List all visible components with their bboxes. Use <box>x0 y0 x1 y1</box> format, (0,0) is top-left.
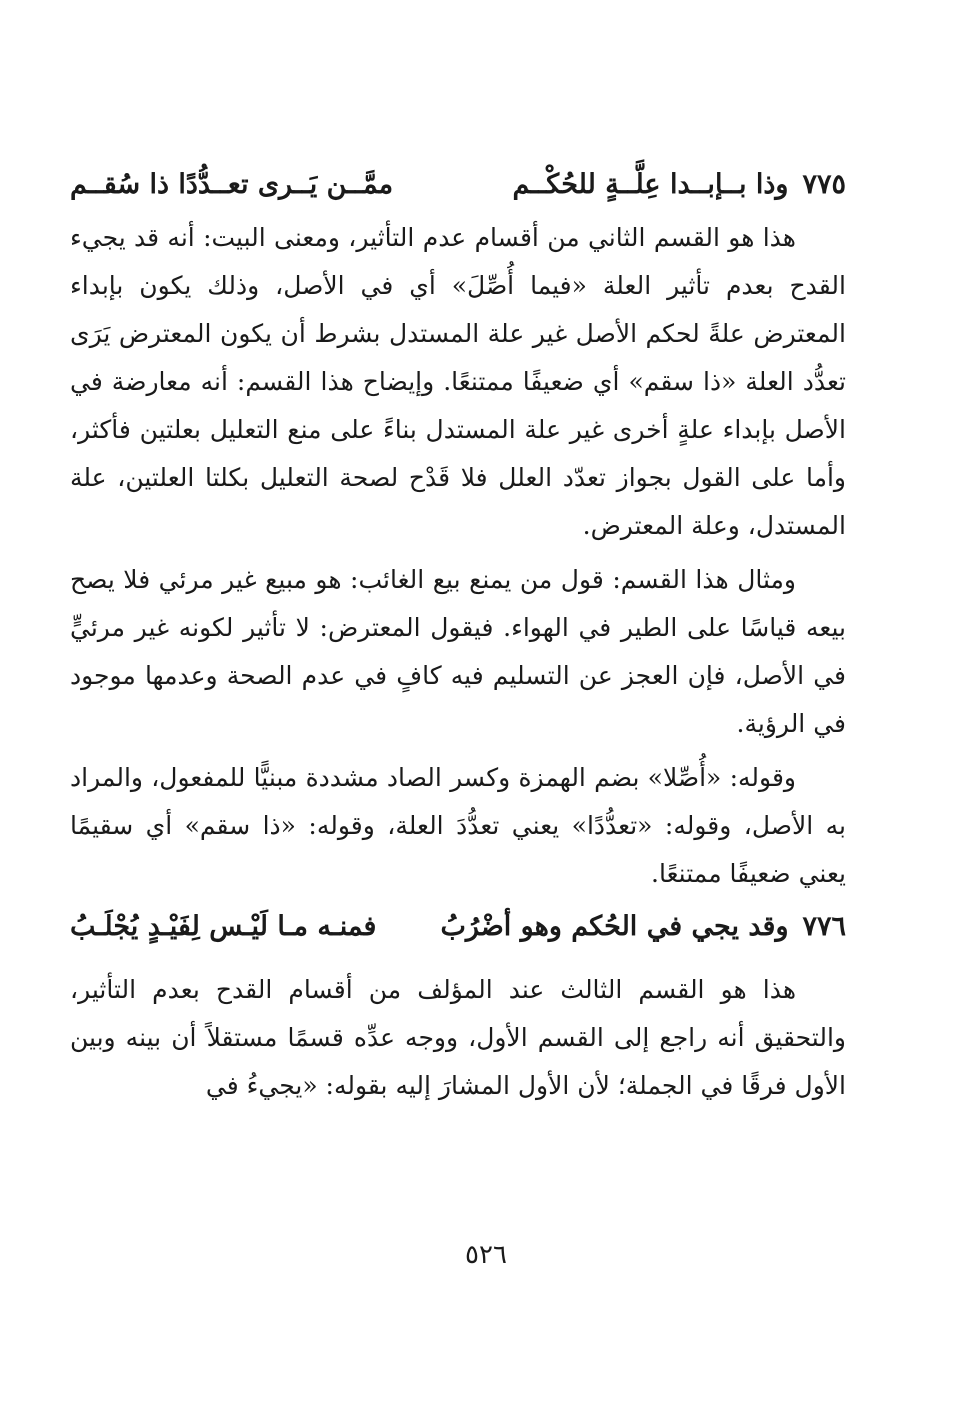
verse-number: ٧٧٦ <box>802 911 846 942</box>
commentary-paragraph: وقوله: «أُصِّلا» بضم الهمزة وكسر الصاد مشددة مبنيًّا للمفعول، والمراد به الأصل، وقوله: «تعدُّدًا» يعني تعدُّدَ العلة، وقوله: «ذا سقم» أي سقيمًا يعني ضعيفًا ممتنعًا. <box>70 763 846 888</box>
verse-hemistich-second: ممَّــن يَــرى تعــدُّدًا ذا سُقــم <box>70 169 394 200</box>
commentary-paragraph: ومثال هذا القسم: قول من يمنع بيع الغائب: هو مبيع غير مرئي فلا يصح بيعه قياسًا على الطير في الهواء. فيقول المعترض: لا تأثير لكونه غير مرئيٍّ في الأصل، فإن العجز عن التسليم فيه كافٍ في عدم الصحة وعدمها موجود في الرؤية. <box>70 565 846 738</box>
verse-hemistich-first: وقد يجي في الحُكم وهو أضْرُبُ <box>440 911 789 942</box>
verse-number: ٧٧٥ <box>802 169 846 200</box>
page-number: ٥٢٦ <box>465 1240 507 1270</box>
commentary-paragraph: هذا هو القسم الثالث عند المؤلف من أقسام القدح بعدم التأثير، والتحقيق أنه راجع إلى القسم الأول، ووجه عدِّه قسمًا مستقلاً أن بينه وبين الأول فرقًا في الجملة؛ لأن الأول المشارَ إليه بقوله: «يجيءُ في <box>70 975 846 1100</box>
verse-hemistich-first: وذا بــإبــدا عِلَّــةٍ للحُكْــم <box>512 169 789 200</box>
verse-776 <box>70 902 846 956</box>
verse-775 <box>70 160 846 214</box>
page-body <box>70 160 846 1110</box>
verse-hemistich-second: فمنـه مـا لَيْـس لِفَيْـدٍ يُجْلَـبُ <box>70 911 377 942</box>
commentary-paragraph: هذا هو القسم الثاني من أقسام عدم التأثير، ومعنى البيت: أنه قد يجيء القدح بعدم تأثير العلة «فيما أُصِّلَ» أي في الأصل، وذلك يكون بإبداء المعترض علةً لحكم الأصل غير علة المستدل بشرط أن يكون المعترض يَرَى تعدُّد العلة «ذا سقم» أي ضعيفًا ممتنعًا. وإيضاح هذا القسم: أنه معارضة في الأصل بإبداء علةٍ أخرى غير علة المستدل بناءً على منع التعليل بعلتين فأكثر، وأما على القول بجواز تعدّد العلل فلا قَدْح لصحة التعليل بكلتا العلتين، علة المستدل، وعلة المعترض. <box>70 223 846 540</box>
